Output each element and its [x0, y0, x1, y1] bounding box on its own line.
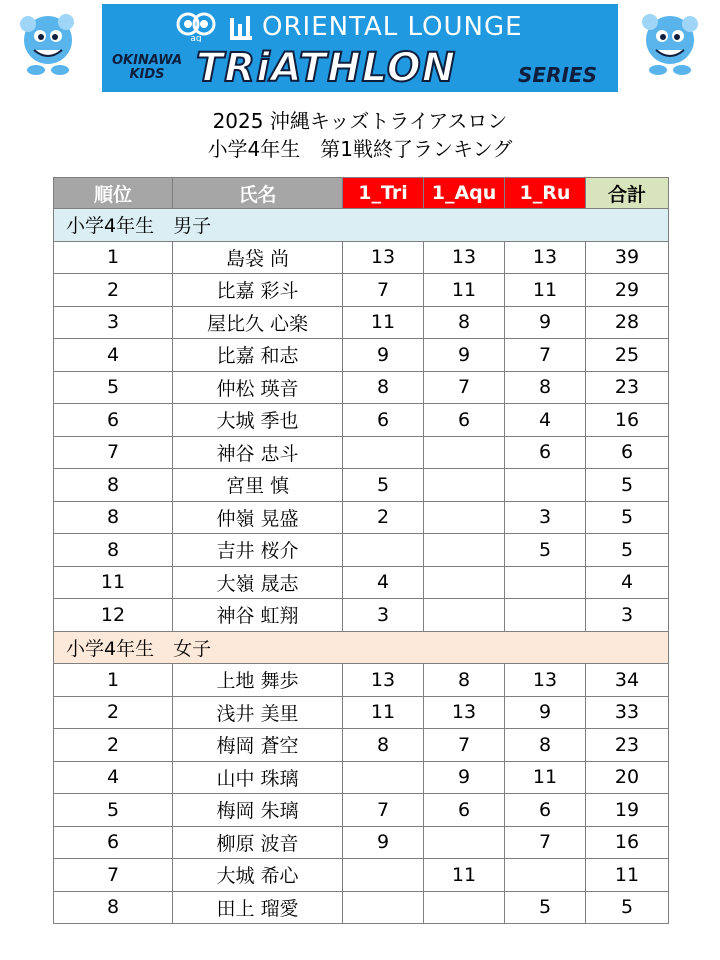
table-row	[54, 566, 669, 599]
cell-run: 7	[505, 826, 586, 859]
table-row	[54, 501, 669, 534]
table-row	[54, 729, 669, 762]
cell-name: 山中 珠璃	[173, 761, 343, 794]
cell-name: 神谷 虹翔	[173, 599, 343, 632]
cell-total: 11	[586, 859, 669, 892]
cell-name: 柳原 波音	[173, 826, 343, 859]
table-row	[54, 306, 669, 339]
cell-aqu: 7	[424, 371, 505, 404]
cell-name: 宮里 慎	[173, 469, 343, 502]
table-row	[54, 534, 669, 567]
cell-run: 8	[505, 371, 586, 404]
cell-total: 4	[586, 566, 669, 599]
cell-tri: 7	[343, 794, 424, 827]
oriental-lounge-logo-icon	[176, 12, 216, 42]
cell-tri	[343, 891, 424, 924]
triathlon-wordmark: TRiATHLON	[196, 45, 457, 91]
table-header-row	[54, 178, 669, 209]
cell-tri: 13	[343, 664, 424, 697]
shisa-mascot-icon	[636, 10, 704, 78]
series-label: SERIES	[518, 63, 597, 87]
cell-name: 吉井 桜介	[173, 534, 343, 567]
cell-total: 39	[586, 241, 669, 274]
cell-total: 28	[586, 306, 669, 339]
cell-rank: 12	[54, 599, 173, 632]
cell-name: 島袋 尚	[173, 241, 343, 274]
cell-total: 33	[586, 696, 669, 729]
table-row	[54, 404, 669, 437]
cell-rank: 7	[54, 436, 173, 469]
group-label: 小学4年生 男子	[54, 209, 669, 242]
table-row	[54, 599, 669, 632]
cell-rank: 4	[54, 761, 173, 794]
cell-tri	[343, 761, 424, 794]
cell-total: 16	[586, 826, 669, 859]
table-row	[54, 794, 669, 827]
table-row	[54, 339, 669, 372]
cell-tri: 8	[343, 371, 424, 404]
table-row	[54, 274, 669, 307]
cell-total: 5	[586, 469, 669, 502]
cell-tri: 9	[343, 826, 424, 859]
cell-name: 田上 瑠愛	[173, 891, 343, 924]
cell-rank: 1	[54, 664, 173, 697]
cell-aqu	[424, 891, 505, 924]
cell-run: 5	[505, 891, 586, 924]
cell-total: 34	[586, 664, 669, 697]
cell-tri	[343, 859, 424, 892]
cell-name: 梅岡 朱璃	[173, 794, 343, 827]
column-header-rank: 順位	[54, 178, 173, 209]
cell-aqu	[424, 826, 505, 859]
table-row	[54, 664, 669, 697]
cell-tri: 5	[343, 469, 424, 502]
cell-run	[505, 859, 586, 892]
cell-name: 仲嶺 晃盛	[173, 501, 343, 534]
ranking-table	[53, 177, 669, 924]
cell-name: 神谷 忠斗	[173, 436, 343, 469]
cell-run: 5	[505, 534, 586, 567]
table-row	[54, 891, 669, 924]
table-row	[54, 761, 669, 794]
cell-run: 6	[505, 436, 586, 469]
cell-run: 9	[505, 306, 586, 339]
cell-rank: 1	[54, 241, 173, 274]
column-header-run: 1_Ru	[505, 178, 586, 209]
cell-run: 4	[505, 404, 586, 437]
cell-name: 大城 希心	[173, 859, 343, 892]
cell-aqu: 8	[424, 664, 505, 697]
cell-total: 5	[586, 501, 669, 534]
cell-run	[505, 599, 586, 632]
cell-rank: 4	[54, 339, 173, 372]
table-body	[54, 209, 669, 924]
column-header-tri: 1_Tri	[343, 178, 424, 209]
cell-total: 19	[586, 794, 669, 827]
cell-aqu: 13	[424, 696, 505, 729]
cell-aqu	[424, 599, 505, 632]
cell-aqu: 9	[424, 761, 505, 794]
kids-line2: KIDS	[129, 67, 165, 82]
cell-run: 13	[505, 664, 586, 697]
group-header-row	[54, 209, 669, 242]
cell-rank: 2	[54, 729, 173, 762]
column-header-name: 氏名	[173, 178, 343, 209]
cell-rank: 5	[54, 371, 173, 404]
table-row	[54, 696, 669, 729]
document-title: 2025 沖縄キッズトライアスロン	[212, 109, 508, 133]
cell-total: 25	[586, 339, 669, 372]
cell-total: 23	[586, 371, 669, 404]
cell-rank: 6	[54, 404, 173, 437]
cell-total: 3	[586, 599, 669, 632]
kids-line1: OKINAWA	[112, 53, 183, 68]
cell-run: 8	[505, 729, 586, 762]
cell-aqu: 7	[424, 729, 505, 762]
cell-aqu: 9	[424, 339, 505, 372]
cell-total: 20	[586, 761, 669, 794]
header-banner	[102, 4, 618, 92]
cell-run: 9	[505, 696, 586, 729]
cell-rank: 3	[54, 306, 173, 339]
cell-aqu	[424, 534, 505, 567]
cell-run: 3	[505, 501, 586, 534]
cell-total: 5	[586, 891, 669, 924]
cell-name: 比嘉 彩斗	[173, 274, 343, 307]
cell-tri: 11	[343, 306, 424, 339]
column-header-aqu: 1_Aqu	[424, 178, 505, 209]
cell-aqu: 13	[424, 241, 505, 274]
cell-rank: 6	[54, 826, 173, 859]
cell-tri	[343, 436, 424, 469]
brand-name: ORIENTAL LOUNGE	[262, 12, 523, 42]
cell-aqu	[424, 469, 505, 502]
cell-run	[505, 469, 586, 502]
cell-aqu: 11	[424, 859, 505, 892]
table-row	[54, 241, 669, 274]
table-row	[54, 469, 669, 502]
cell-rank: 2	[54, 274, 173, 307]
brand-bars-icon	[228, 14, 258, 42]
group-header-row	[54, 631, 669, 664]
cell-run: 11	[505, 274, 586, 307]
cell-tri: 4	[343, 566, 424, 599]
cell-rank: 8	[54, 891, 173, 924]
cell-run: 7	[505, 339, 586, 372]
cell-total: 6	[586, 436, 669, 469]
okinawa-kids-label	[112, 54, 182, 82]
cell-tri: 7	[343, 274, 424, 307]
cell-rank: 2	[54, 696, 173, 729]
cell-aqu	[424, 436, 505, 469]
cell-aqu: 11	[424, 274, 505, 307]
cell-rank: 8	[54, 534, 173, 567]
cell-name: 梅岡 蒼空	[173, 729, 343, 762]
cell-rank: 8	[54, 469, 173, 502]
cell-rank: 5	[54, 794, 173, 827]
cell-name: 屋比久 心楽	[173, 306, 343, 339]
cell-tri: 8	[343, 729, 424, 762]
table-row	[54, 826, 669, 859]
cell-tri: 9	[343, 339, 424, 372]
cell-rank: 11	[54, 566, 173, 599]
cell-name: 仲松 瑛音	[173, 371, 343, 404]
cell-total: 23	[586, 729, 669, 762]
cell-aqu	[424, 501, 505, 534]
document-subtitle: 小学4年生 第1戦終了ランキング	[207, 137, 513, 161]
cell-tri	[343, 534, 424, 567]
cell-name: 大嶺 晟志	[173, 566, 343, 599]
table-row	[54, 436, 669, 469]
cell-tri: 2	[343, 501, 424, 534]
cell-run: 6	[505, 794, 586, 827]
cell-total: 16	[586, 404, 669, 437]
logo-mark-text: ag	[190, 34, 202, 42]
cell-aqu: 6	[424, 404, 505, 437]
table-row	[54, 859, 669, 892]
cell-run	[505, 566, 586, 599]
shisa-mascot-icon	[14, 10, 82, 78]
group-label: 小学4年生 女子	[54, 631, 669, 664]
cell-aqu: 6	[424, 794, 505, 827]
cell-rank: 8	[54, 501, 173, 534]
column-header-total: 合計	[586, 178, 669, 209]
cell-aqu	[424, 566, 505, 599]
table-row	[54, 371, 669, 404]
cell-run: 13	[505, 241, 586, 274]
cell-name: 比嘉 和志	[173, 339, 343, 372]
cell-total: 29	[586, 274, 669, 307]
cell-tri: 6	[343, 404, 424, 437]
cell-name: 浅井 美里	[173, 696, 343, 729]
cell-run: 11	[505, 761, 586, 794]
cell-name: 上地 舞歩	[173, 664, 343, 697]
cell-rank: 7	[54, 859, 173, 892]
cell-total: 5	[586, 534, 669, 567]
cell-aqu: 8	[424, 306, 505, 339]
cell-tri: 11	[343, 696, 424, 729]
cell-tri: 13	[343, 241, 424, 274]
cell-name: 大城 季也	[173, 404, 343, 437]
cell-tri: 3	[343, 599, 424, 632]
